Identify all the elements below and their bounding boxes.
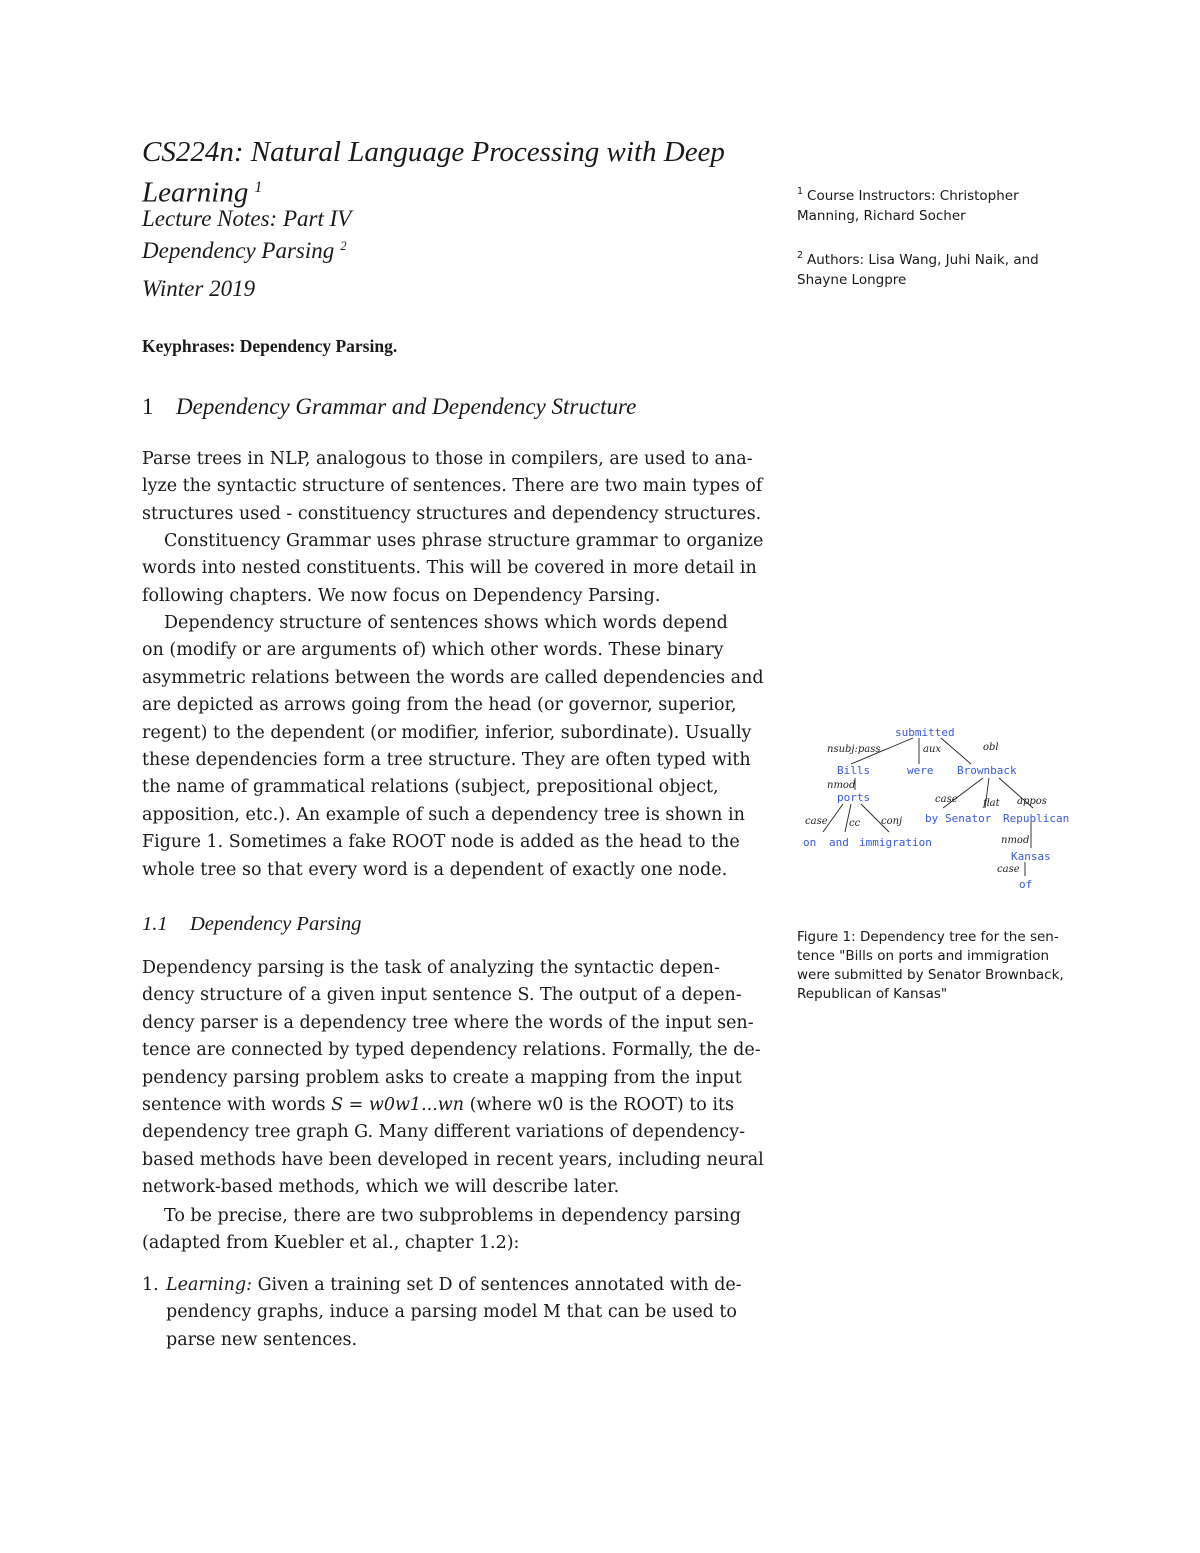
equation-line: sentence with words S = w0w1...wn (where w0 is the ROOT) to its [142,1095,735,1116]
rel-conj: conj [881,816,903,827]
section-1-paragraph-2: Constituency Grammar uses phrase structure grammar to organize words into nested constituents. This will be covered in more detail in following chapters. We now focus on Dependency Parsing. [142,531,764,606]
footnote-mark-1: 1 [254,179,263,196]
rel-appos: appos [1017,796,1047,807]
section-1-1-paragraph-2: To be precise, there are two subproblems in dependency parsing (adapted from Kuebler et al., chapter 1.2): [142,1206,741,1254]
sidenote-1: $^1$ Course Instructors: Christopher Manning, Richard Socher [797,186,1019,224]
word-republican: Republican [1003,812,1070,825]
word-bills: Bills [837,764,871,777]
word-senator: Senator [945,812,992,825]
word-immigration: immigration [859,836,932,849]
word-by: by [925,812,939,825]
paper-title-line2: Learning $^1$ [142,176,263,209]
tree-edges [823,738,1033,876]
list-term: Learning: [166,1275,253,1295]
rel-aux: aux [923,744,942,755]
word-submitted: submitted [895,726,955,739]
section-1-paragraph-1: Parse trees in NLP, analogous to those in compilers, are used to ana- lyze the syntactic structure of sentences. There are two main types of structures used - constituency structures and dependency structures. [142,449,763,524]
rel-nmod-2: nmod [1001,835,1030,846]
dependency-tree-figure [795,722,1085,897]
rel-nmod-1: nmod [827,780,856,791]
sidenote-2: $^2$ Authors: Lisa Wang, Juhi Naik, and Shayne Longpre [797,250,1039,288]
figure-1-caption: Figure 1: Dependency tree for the sen- tence "Bills on ports and immigration were submitted by Senator Brownback, Republican of Kansas" [797,929,1064,1002]
inline-equation: S = w0w1...wn [331,1095,465,1116]
rel-cc: cc [849,818,861,829]
rel-case-2: case [805,816,828,827]
list-number: 1. [142,1275,159,1295]
rel-case-1: case [935,794,958,805]
word-ports: ports [837,791,871,804]
list-item-learning: 1. Learning: Given a training set D of sentences annotated with de- pendency graphs, induce a parsing model M that can be used to parse new sentences. [166,1272,748,1354]
word-and: and [829,836,849,849]
lecture-subtitle: Lecture Notes: Part IV [142,206,352,231]
lecture-topic: Dependency Parsing $^2$ [142,238,347,263]
keyphrases: Keyphrases: Dependency Parsing. [142,336,398,356]
word-of: of [1019,878,1033,891]
word-were: were [907,764,934,777]
section-1-paragraph-3: Dependency structure of sentences shows which words depend on (modify or are arguments of) which other words. These binary asymmetric relations between the words are called dependencies and are depicted as arrows going from the head (or governor, superior, regent) to the dependent (or modifier, inferior, subordinate). Usually these dependencies form a tree structure. They are often typed with the name of grammatical relations (subject, prepositional object, apposition, etc.). An example of such a dependency tree is shown in Figure 1. Sometimes a fake ROOT node is added as the head to the whole tree so that every word is a dependent of exactly one node. [142,613,764,880]
edge-submitted-brownback [941,738,971,764]
rel-flat: flat [983,798,1000,809]
word-on: on [803,836,817,849]
footnote-mark-2: 2 [340,239,347,254]
rel-nsubjpass: nsubj:pass [827,744,881,755]
word-kansas: Kansas [1011,850,1051,863]
rel-case-3: case [997,864,1020,875]
word-brownback: Brownback [957,764,1017,777]
section-1-1-heading: 1.1 Dependency Parsing [142,913,362,935]
lecture-term: Winter 2019 [142,276,256,301]
section-1-1-paragraph-1: Dependency parsing is the task of analyzing the syntactic depen- dency structure of a given input sentence S. The output of a depen- dency parser is a dependency tree where the words of the input sen- tence are connected by typed dependency relations. Formally, the de- pendency parsing problem asks to create a mapping from the input sentence with words S = w0w1...wn (where w0 is the ROOT) to its dependency tree graph G. Many different variations of dependency- based methods have been developed in recent years, including neural network-based methods, which we will describe later. [142,958,764,1198]
section-1-heading: 1 Dependency Grammar and Dependency Structure [142,394,637,419]
rel-obl: obl [983,742,999,753]
paper-title-line1: CS224n: Natural Language Processing with Deep [142,136,725,168]
